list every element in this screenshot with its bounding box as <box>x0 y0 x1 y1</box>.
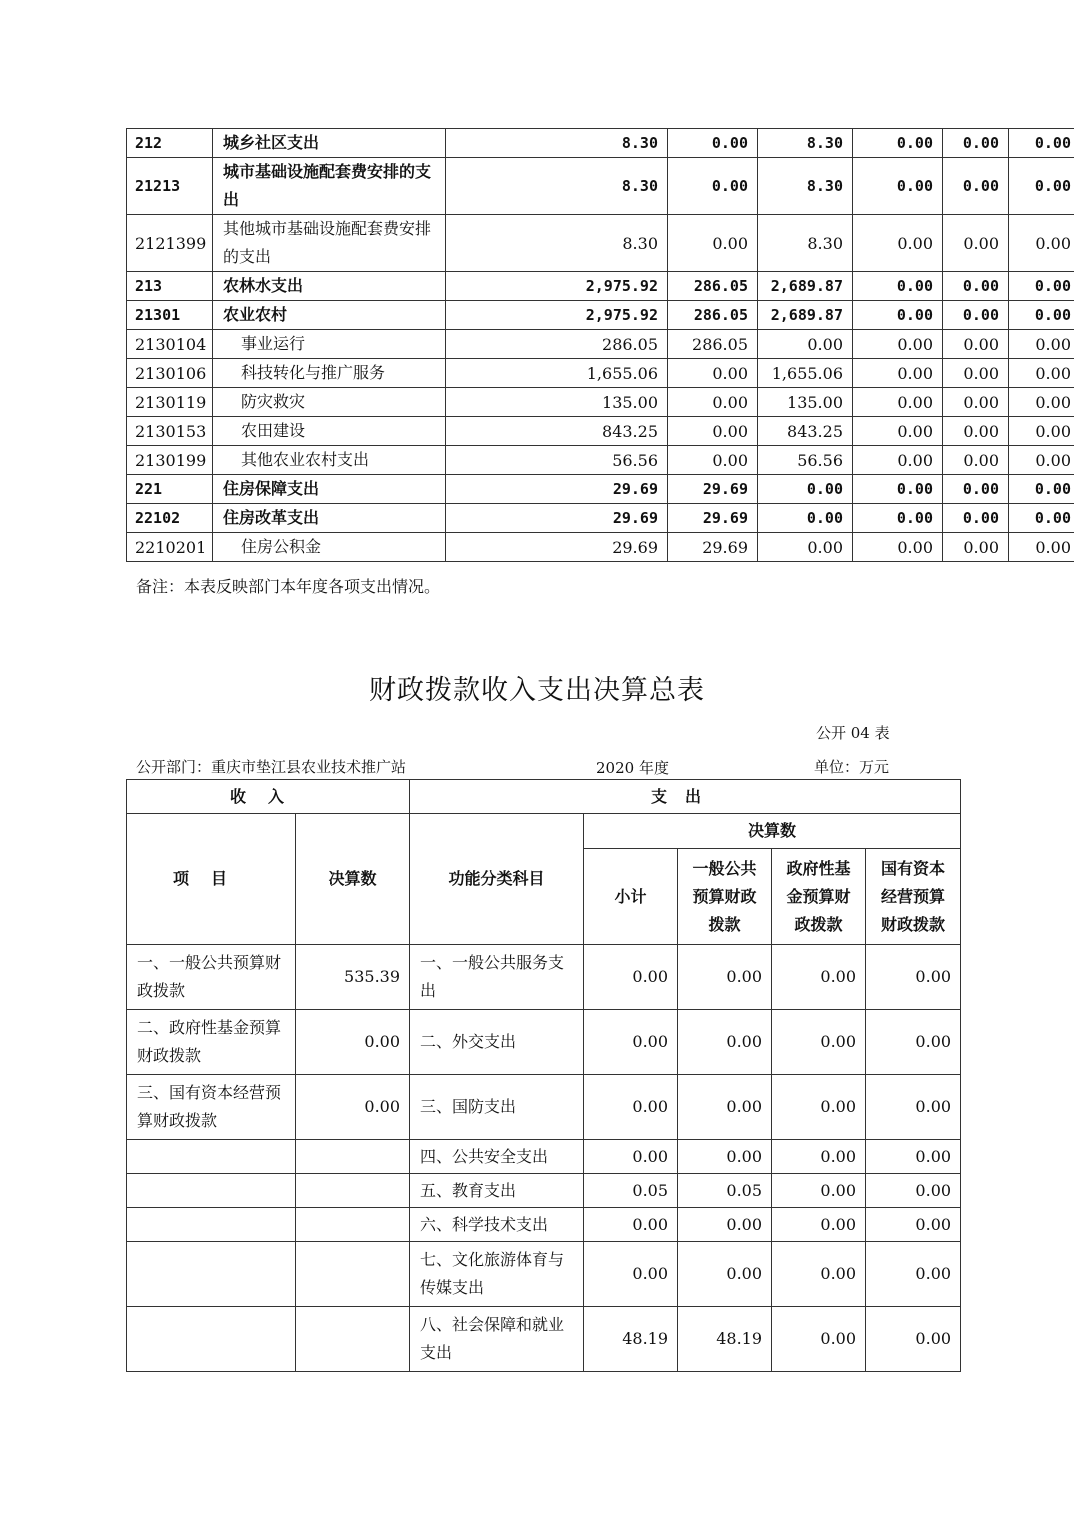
general-value: 0.00 <box>678 1075 772 1140</box>
value-col: 0.00 <box>1009 359 1074 388</box>
income-amount <box>296 1242 410 1307</box>
value-col: 0.00 <box>1009 388 1074 417</box>
function-subject: 二、外交支出 <box>410 1010 584 1075</box>
table-row <box>127 129 1074 158</box>
subtotal-value: 0.00 <box>584 1242 678 1307</box>
income-item <box>127 1307 296 1372</box>
value-col: 0.00 <box>758 504 853 533</box>
value-col: 0.00 <box>668 215 758 272</box>
value-col: 0.00 <box>1009 533 1074 562</box>
value-total: 2,975.92 <box>446 301 668 330</box>
table-row <box>127 533 1074 562</box>
subject-code: 2130199 <box>127 446 213 475</box>
fund-value: 0.00 <box>772 945 866 1010</box>
state-value: 0.00 <box>866 1307 961 1372</box>
subject-name: 防灾救灾 <box>213 388 446 417</box>
value-col: 0.00 <box>1009 158 1074 215</box>
subject-code: 2130104 <box>127 330 213 359</box>
subject-name: 其他农业农村支出 <box>213 446 446 475</box>
fund-value: 0.00 <box>772 1075 866 1140</box>
value-col: 0.00 <box>668 129 758 158</box>
value-total: 286.05 <box>446 330 668 359</box>
table-row <box>127 1208 961 1242</box>
subtotal-value: 0.00 <box>584 1010 678 1075</box>
subtotal-value: 0.00 <box>584 1075 678 1140</box>
subtotal-value: 0.00 <box>584 945 678 1010</box>
value-col: 0.00 <box>1009 272 1074 301</box>
fund-value: 0.00 <box>772 1174 866 1208</box>
value-col: 0.00 <box>668 359 758 388</box>
state-value: 0.00 <box>866 1010 961 1075</box>
value-col: 0.00 <box>668 417 758 446</box>
value-col: 8.30 <box>758 158 853 215</box>
value-col: 286.05 <box>668 330 758 359</box>
function-subject: 四、公共安全支出 <box>410 1140 584 1174</box>
table-row <box>127 1174 961 1208</box>
subject-code: 2130153 <box>127 417 213 446</box>
value-total: 843.25 <box>446 417 668 446</box>
fund-value: 0.00 <box>772 1140 866 1174</box>
value-col: 0.00 <box>1009 475 1074 504</box>
value-col: 0.00 <box>668 388 758 417</box>
value-col: 0.00 <box>943 359 1009 388</box>
value-total: 135.00 <box>446 388 668 417</box>
table-row <box>127 1242 961 1307</box>
table-number: 公开 04 表 <box>816 724 890 742</box>
value-col: 0.00 <box>943 330 1009 359</box>
value-col: 0.00 <box>853 504 943 533</box>
general-value: 0.00 <box>678 1140 772 1174</box>
subject-name: 事业运行 <box>213 330 446 359</box>
subject-name: 城乡社区支出 <box>213 129 446 158</box>
fiscal-summary-table <box>126 779 961 1372</box>
fund-value: 0.00 <box>772 1208 866 1242</box>
table-row <box>127 158 1074 215</box>
year-label: 2020 年度 <box>596 759 669 777</box>
value-col: 0.00 <box>1009 215 1074 272</box>
subject-code: 213 <box>127 272 213 301</box>
value-col: 2,689.87 <box>758 301 853 330</box>
income-item <box>127 1242 296 1307</box>
value-col: 0.00 <box>943 504 1009 533</box>
fund-budget-header: 政府性基金预算财政拨款 <box>772 849 866 945</box>
table-row <box>127 272 1074 301</box>
income-item: 一、一般公共预算财政拨款 <box>127 945 296 1010</box>
subject-name: 住房保障支出 <box>213 475 446 504</box>
income-header: 收入 <box>127 780 410 814</box>
subject-name: 农林水支出 <box>213 272 446 301</box>
value-col: 0.00 <box>1009 129 1074 158</box>
general-value: 48.19 <box>678 1307 772 1372</box>
table-row <box>127 1075 961 1140</box>
value-col: 0.00 <box>853 475 943 504</box>
value-col: 0.00 <box>1009 417 1074 446</box>
value-col: 0.00 <box>758 475 853 504</box>
value-total: 1,655.06 <box>446 359 668 388</box>
income-item: 三、国有资本经营预算财政拨款 <box>127 1075 296 1140</box>
value-col: 0.00 <box>668 446 758 475</box>
value-col: 2,689.87 <box>758 272 853 301</box>
subject-code: 21213 <box>127 158 213 215</box>
value-col: 286.05 <box>668 301 758 330</box>
table-row <box>127 330 1074 359</box>
income-amount <box>296 1140 410 1174</box>
function-subject: 三、国防支出 <box>410 1075 584 1140</box>
state-value: 0.00 <box>866 1242 961 1307</box>
general-value: 0.00 <box>678 945 772 1010</box>
value-col: 0.00 <box>853 129 943 158</box>
table-note: 备注：本表反映部门本年度各项支出情况。 <box>136 577 441 596</box>
value-col: 0.00 <box>853 446 943 475</box>
subtotal-value: 0.00 <box>584 1140 678 1174</box>
income-item <box>127 1174 296 1208</box>
value-col: 29.69 <box>668 504 758 533</box>
value-total: 8.30 <box>446 129 668 158</box>
subject-code: 2121399 <box>127 215 213 272</box>
general-budget-header: 一般公共预算财政拨款 <box>678 849 772 945</box>
state-value: 0.00 <box>866 1140 961 1174</box>
value-col: 0.00 <box>853 330 943 359</box>
general-value: 0.00 <box>678 1010 772 1075</box>
value-col: 0.00 <box>668 158 758 215</box>
subject-name: 住房改革支出 <box>213 504 446 533</box>
table-row <box>127 417 1074 446</box>
value-col: 29.69 <box>668 475 758 504</box>
table-row <box>127 1307 961 1372</box>
state-value: 0.00 <box>866 1208 961 1242</box>
value-col: 0.00 <box>943 533 1009 562</box>
func-header: 功能分类科目 <box>410 814 584 945</box>
table-row <box>127 1010 961 1075</box>
value-total: 8.30 <box>446 158 668 215</box>
function-subject: 一、一般公共服务支出 <box>410 945 584 1010</box>
state-capital-header: 国有资本经营预算财政拨款 <box>866 849 961 945</box>
value-col: 0.00 <box>1009 301 1074 330</box>
function-subject: 六、科学技术支出 <box>410 1208 584 1242</box>
value-col: 0.00 <box>943 446 1009 475</box>
table-row <box>127 359 1074 388</box>
general-value: 0.00 <box>678 1208 772 1242</box>
value-col: 0.00 <box>943 158 1009 215</box>
income-amount <box>296 1208 410 1242</box>
function-subject: 八、社会保障和就业支出 <box>410 1307 584 1372</box>
subject-name: 农田建设 <box>213 417 446 446</box>
table-row <box>127 446 1074 475</box>
value-col: 0.00 <box>943 388 1009 417</box>
fund-value: 0.00 <box>772 1010 866 1075</box>
value-col: 0.00 <box>1009 330 1074 359</box>
general-value: 0.05 <box>678 1174 772 1208</box>
table-row <box>127 945 961 1010</box>
subject-code: 221 <box>127 475 213 504</box>
table-row <box>127 504 1074 533</box>
subtotal-value: 0.05 <box>584 1174 678 1208</box>
value-col: 8.30 <box>758 215 853 272</box>
fund-value: 0.00 <box>772 1242 866 1307</box>
unit-label: 单位：万元 <box>814 758 890 776</box>
income-amount: 0.00 <box>296 1010 410 1075</box>
value-col: 0.00 <box>853 158 943 215</box>
value-col: 29.69 <box>668 533 758 562</box>
income-amount: 0.00 <box>296 1075 410 1140</box>
value-total: 29.69 <box>446 533 668 562</box>
value-col: 0.00 <box>758 533 853 562</box>
state-value: 0.00 <box>866 1075 961 1140</box>
department-label: 公开部门：重庆市垫江县农业技术推广站 <box>136 758 407 776</box>
general-value: 0.00 <box>678 1242 772 1307</box>
subject-name: 城市基础设施配套费安排的支出 <box>213 158 446 215</box>
subject-code: 22102 <box>127 504 213 533</box>
value-col: 0.00 <box>1009 446 1074 475</box>
value-col: 843.25 <box>758 417 853 446</box>
value-col: 0.00 <box>943 301 1009 330</box>
value-col: 0.00 <box>853 272 943 301</box>
income-amount: 535.39 <box>296 945 410 1010</box>
income-item: 二、政府性基金预算财政拨款 <box>127 1010 296 1075</box>
value-col: 0.00 <box>943 272 1009 301</box>
item-header: 项目 <box>127 814 296 945</box>
table-row <box>127 301 1074 330</box>
value-col: 0.00 <box>853 388 943 417</box>
subject-name: 科技转化与推广服务 <box>213 359 446 388</box>
expense-header: 支出 <box>410 780 961 814</box>
function-subject: 七、文化旅游体育与传媒支出 <box>410 1242 584 1307</box>
state-value: 0.00 <box>866 1174 961 1208</box>
value-col: 0.00 <box>943 215 1009 272</box>
value-col: 0.00 <box>853 215 943 272</box>
value-total: 29.69 <box>446 475 668 504</box>
subject-name: 其他城市基础设施配套费安排的支出 <box>213 215 446 272</box>
page-title: 财政拨款收入支出决算总表 <box>369 675 705 706</box>
amount-header: 决算数 <box>296 814 410 945</box>
fund-value: 0.00 <box>772 1307 866 1372</box>
subtotal-header: 小计 <box>584 849 678 945</box>
value-col: 0.00 <box>1009 504 1074 533</box>
income-amount <box>296 1174 410 1208</box>
income-amount <box>296 1307 410 1372</box>
subject-code: 2130106 <box>127 359 213 388</box>
subject-name: 农业农村 <box>213 301 446 330</box>
subtotal-value: 0.00 <box>584 1208 678 1242</box>
function-subject: 五、教育支出 <box>410 1174 584 1208</box>
header-row <box>127 780 961 814</box>
value-total: 56.56 <box>446 446 668 475</box>
subject-code: 2210201 <box>127 533 213 562</box>
value-col: 0.00 <box>943 129 1009 158</box>
state-value: 0.00 <box>866 945 961 1010</box>
subject-code: 2130119 <box>127 388 213 417</box>
subtotal-value: 48.19 <box>584 1307 678 1372</box>
value-total: 8.30 <box>446 215 668 272</box>
table-row <box>127 215 1074 272</box>
income-item <box>127 1140 296 1174</box>
value-col: 0.00 <box>853 301 943 330</box>
value-col: 0.00 <box>853 417 943 446</box>
value-col: 0.00 <box>853 359 943 388</box>
table-row <box>127 388 1074 417</box>
table-row <box>127 1140 961 1174</box>
subject-name: 住房公积金 <box>213 533 446 562</box>
income-item <box>127 1208 296 1242</box>
value-total: 29.69 <box>446 504 668 533</box>
header-row <box>127 814 961 849</box>
value-total: 2,975.92 <box>446 272 668 301</box>
value-col: 1,655.06 <box>758 359 853 388</box>
value-col: 8.30 <box>758 129 853 158</box>
value-col: 56.56 <box>758 446 853 475</box>
value-col: 286.05 <box>668 272 758 301</box>
subject-code: 21301 <box>127 301 213 330</box>
value-col: 0.00 <box>943 417 1009 446</box>
subject-code: 212 <box>127 129 213 158</box>
value-col: 0.00 <box>943 475 1009 504</box>
amount2-header: 决算数 <box>584 814 961 849</box>
value-col: 0.00 <box>853 533 943 562</box>
value-col: 0.00 <box>758 330 853 359</box>
expenditure-table <box>126 128 1074 562</box>
table-row <box>127 475 1074 504</box>
value-col: 135.00 <box>758 388 853 417</box>
